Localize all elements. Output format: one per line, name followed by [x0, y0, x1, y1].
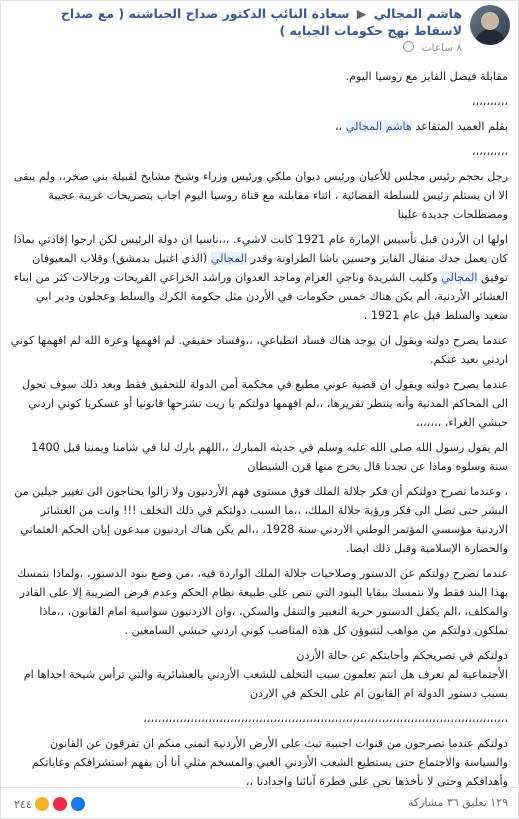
- byline-prefix: بقلم العميد المتقاعد: [415, 120, 508, 133]
- separator-dots: ،،،،،،،،،،،،،،،،،،،،،،،،،،،،،،،،،،،،،،،،،،،،،،،،،،،،،،،،،،،،،،،،،،،،،،،،،،،،،،،،،،،،،،،،،،،،،،،،،،،،،: [143, 712, 508, 725]
- post-header: [9, 5, 510, 59]
- paragraph-text: الأجتماعية لم تعرف هل انتم تعلمون سبب التخلف للشعب الأردني بالعشائرية والتي ترأس شيخة احداها ام بسبب دستور الدولة ام القانون ام على الحكم في الاردن: [23, 668, 508, 700]
- reaction-summary[interactable]: [9, 796, 86, 812]
- target-page-name[interactable]: سعادة النائب الدكتور صداح الحباشنه ( مع صداح لاسقاط نهج حكومات الجبايه ): [60, 6, 462, 38]
- post-paragraph: رجل بحجم رئيس مجلس للأعيان ورئيس ديوان ملكي ورئيس وزراء وشيخ مشايخ لقبيلة بني صخر،، ولم يبقى الا ان يستلم رئيس للسلطة القضائية ، اثناء مقابلته مع قناة روسيا اليوم اجاب بتصريحات غريبة عجيبة ومصطلحات جديدة علينا: [13, 170, 508, 221]
- post-body: [9, 67, 508, 797]
- paragraph-text: اولها ان الأردن قبل تأسيس الإمارة عام 1921 كانت لاشيء. ،،،ناسيا ان دولة الرئيس لكن ارجوا إفادتي بماذا كان يعمل جدك متقال الفايز وحسين باشا الطراونة وقدر: [13, 233, 508, 265]
- post-paragraph: عندما تصرح دولتكم عن الدستور وصلاحيات جلالة الملك الواردة فيه، ،من وضع بنود الدستور، ،ولماذا نتمسك بهذا البند فقط ولا نتمسك ببقايا البنود التي تنص على طبيعة نظام الحكم وعدم فرض الضريبة إلا على القادر والمكلف، ،الم يكفل الدستور حرية التعبير والتنقل والسكن، ،وان الاردنيون سواسية امام القانون، ،،ماذا تملكون دولتكم من مواهب لتتبوؤن كل هذه المناصب كوني اردني حبشي السامعين .: [16, 567, 508, 637]
- post-paragraph: الم يقول رسول الله صلى الله عليه وسلم في حديثه المبارك ،،اللهم بارك لنا في شامنا ويمننا قبل 1400 سنة وسلوه وماذا عن نجدنا قال يخرج منها قرن الشيطان: [31, 441, 508, 473]
- post-title: [9, 5, 462, 39]
- comment-share-stats[interactable]: ١٢٩ تعليق ٣٦ مشاركة: [407, 796, 508, 809]
- post-paragraph: دولتكم عندما تصرحون من قنوات اجنبية تبث على الأرض الأردنية اتمنى منكم ان تفرقون عن القانون والسياسة والاجتماع حتى يستطيع الشعب الأردني الغبي والمسخم مثلي أنا أن يفهم استشرافكم وغاياتكم وأهدافكم وحتى لا نأخذها نحن على فطرة آبائنا واجدادنا ،،: [31, 737, 508, 788]
- mention-link[interactable]: المجالي: [210, 252, 248, 265]
- like-reaction-icon: [70, 796, 86, 812]
- paragraph-text: (الذي اغتيل بدمشق) وقلاب المعيوفان توفيق: [32, 252, 508, 284]
- globe-icon: [403, 41, 414, 52]
- reaction-count: ٢٤٤: [14, 797, 32, 811]
- separator-dots: ،،،،،،،،،،: [471, 145, 508, 158]
- author-avatar[interactable]: [470, 5, 510, 45]
- paragraph-text: دولتكم في تصريحكم وأجابتكم عن حالة الأردن: [296, 649, 508, 662]
- mention-link[interactable]: المجالي: [441, 271, 478, 284]
- sad-reaction-icon: [34, 796, 50, 812]
- post-paragraph: ، وعندما تصرح دولتكم أن فكر جلالة الملك فوق مستوى فهم الأردنيون ولا زالوا يحتاجون الى تغيير جيلين من البشر حتى تصل الى فكر ورؤية جلالة الملك، ،،ما السبب دولتكم في ذلك التخلف !!! وانت من العشائر الاردنية مؤسسي المؤتمر الوطني الاردني سنة 1928، ،،الم يكن هناك اردنيون مبدعون إبان الحكم العثماني والحضارة الإسلامية وقبل ذلك ايضا.: [14, 485, 508, 555]
- share-arrow-icon: ▶: [356, 6, 367, 21]
- love-reaction-icon: [52, 796, 68, 812]
- paragraph-text: وكليب الشريدة وناجي العزام وماجد العدوان وراشد الخزاعي الفريحات ورجالات كثر من ابناء العشائر الأردنية، ألم يكن هناك خمس حكومات في الأردن مثل حكومة الكرك والسلط وعجلون ودير ابي سعيد والسلط قبل عام 1921 .: [13, 271, 508, 322]
- byline-author-mention[interactable]: هاشم المجالي: [345, 120, 412, 133]
- post-paragraph: [9, 230, 508, 325]
- byline: [9, 117, 508, 136]
- separator-dots: ،،،،،،،،،،: [471, 95, 508, 108]
- author-name[interactable]: هاشم المجالي: [373, 6, 462, 21]
- post-paragraph: عندما يصرح دولته ويقول ان يوجد هناك فساد انطباعي، ،،وفساد حقيقي. لم افهمها وعزة الله لم افهمها كوني اردني بعيد عنكم.: [10, 334, 508, 366]
- byline-suffix: ،،: [334, 120, 343, 133]
- post-timestamp[interactable]: ٨ ساعات: [421, 42, 462, 54]
- post-paragraph: عندما يصرح دولته ويقول ان قضية عوني مطيع في محكمة أمن الدولة للتحقيق فقط وبعد ذلك سوف تحول الى المحاكم المدنية وأنه ينتظر تقريرها، ،،لم افهمها دولتكم يا ريت تشرحها قانونيا أو عسكريا كوني اردني حبشي الغراء، ،،،،،،،: [21, 378, 508, 429]
- post-paragraph: مقابلة فيصل الفايز مع روسيا اليوم.: [345, 70, 508, 83]
- post-footer: [1, 787, 518, 818]
- post-paragraph: [9, 646, 508, 703]
- post-meta: [403, 41, 462, 54]
